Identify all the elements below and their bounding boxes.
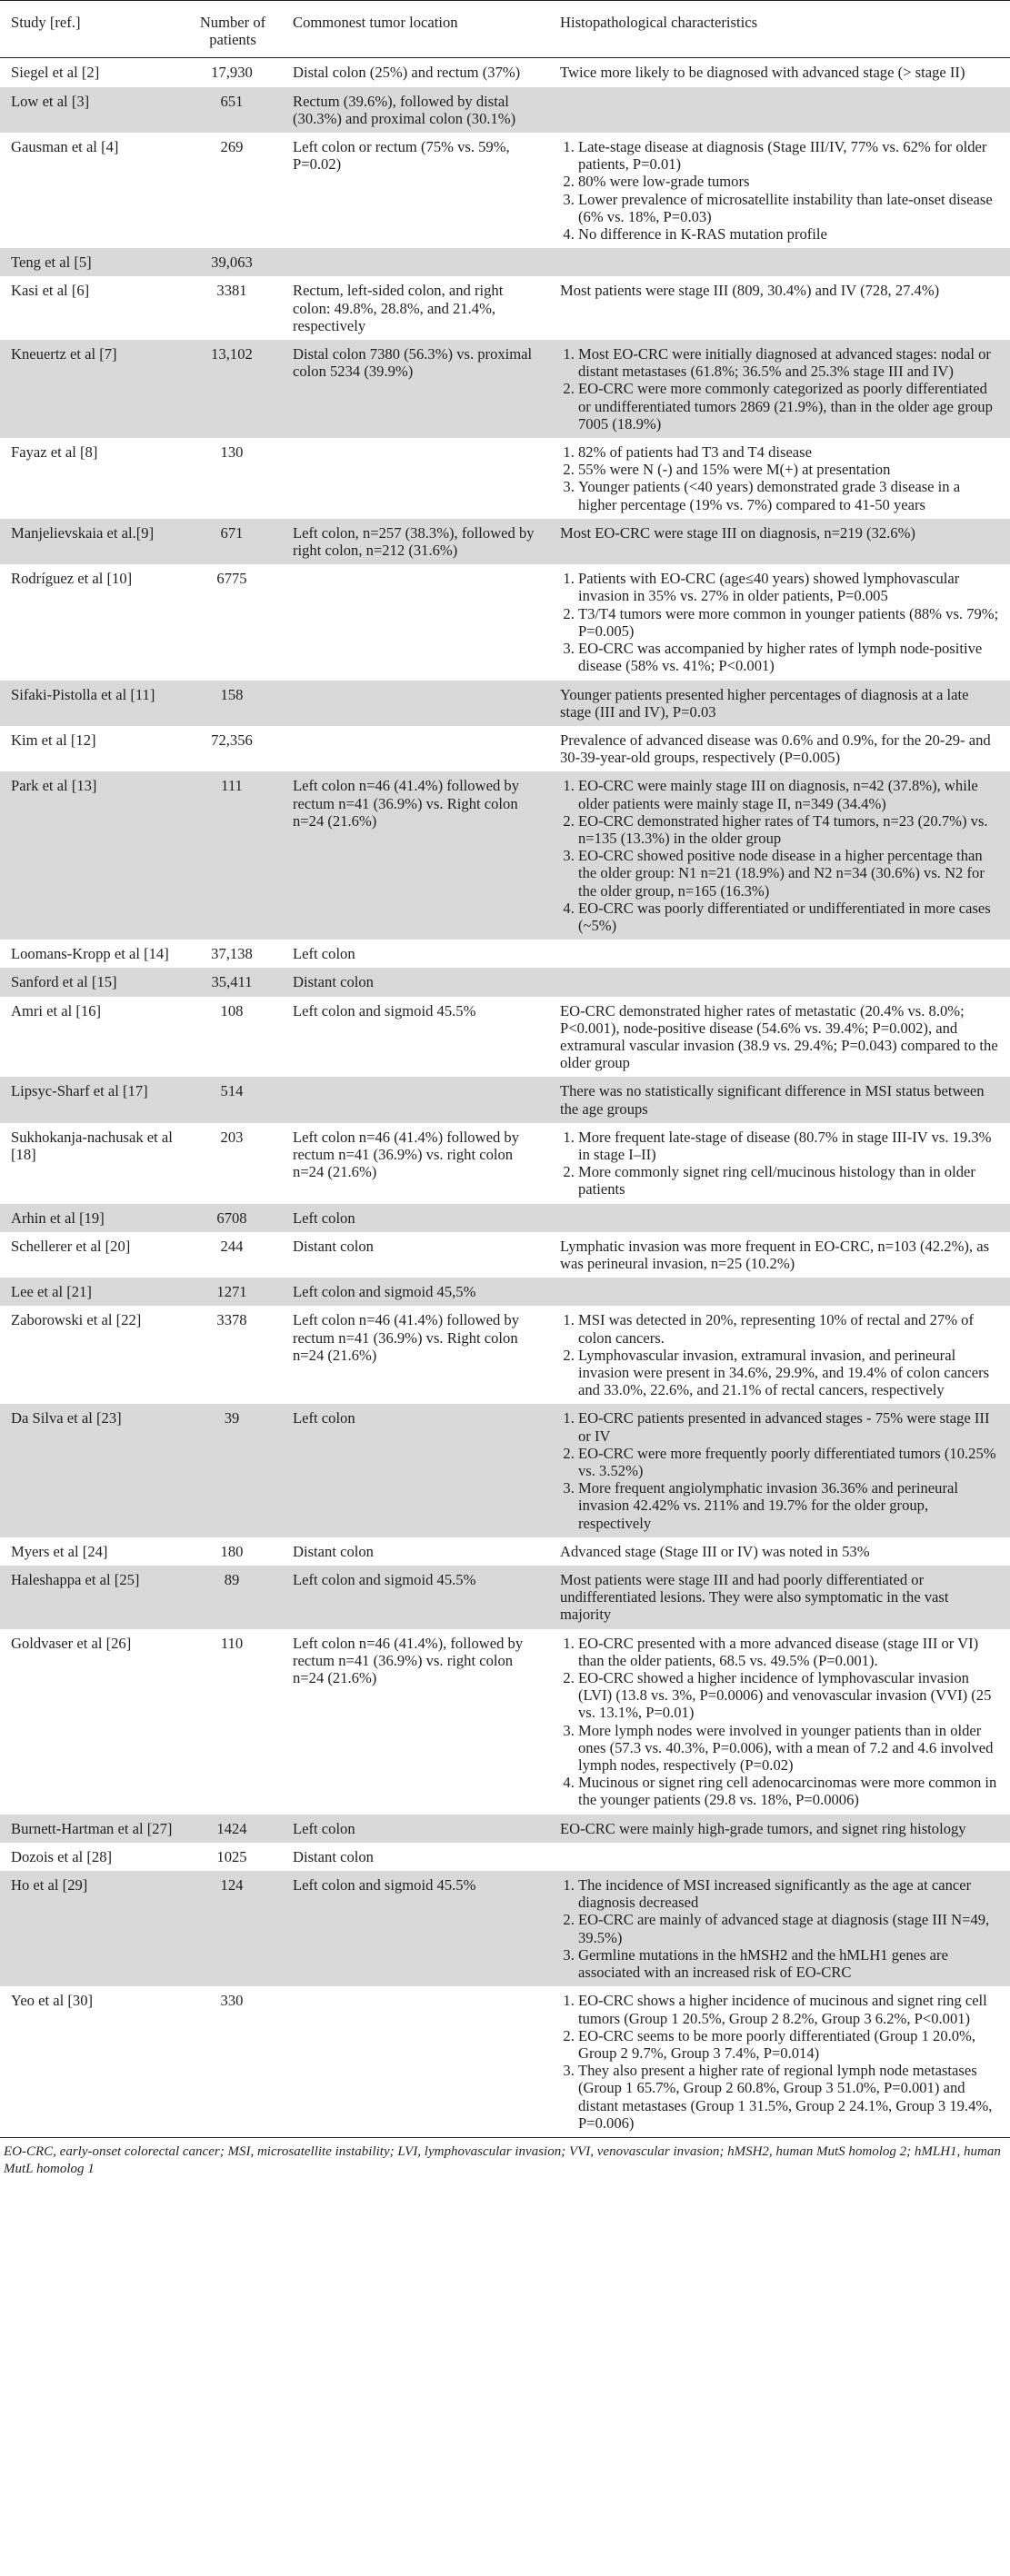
histo-cell: [549, 1123, 1010, 1204]
histo-list: [560, 1409, 1001, 1531]
study-cell: Low et al [3]: [0, 87, 182, 133]
study-cell: Sifaki-Pistolla et al [11]: [0, 681, 182, 726]
histo-list: [560, 1635, 1001, 1809]
location-cell: Rectum (39.6%), followed by distal (30.3%) and proximal colon (30.1%): [282, 87, 549, 133]
histo-item: 2. More commonly signet ring cell/mucinous histology than in older patients: [578, 1163, 1001, 1198]
table-row: [0, 968, 1010, 996]
histo-item: 3. More lymph nodes were involved in younger patients than in older ones (57.3 vs. 40.3%, P=0.006), with a mean of 7.2 and 4.6 involved lymph nodes, respectively (P=0.02): [578, 1722, 1001, 1775]
location-cell: Left colon n=46 (41.4%) followed by rectum n=41 (36.9%) vs. right colon n=24 (21.6%): [293, 1128, 519, 1181]
patients-cell: 39,063: [182, 248, 282, 276]
header-number: Number of patients: [182, 1, 282, 58]
study-cell: Kneuertz et al [7]: [0, 340, 182, 438]
histo-cell: [549, 1986, 1010, 2137]
table-row: [0, 1077, 1010, 1122]
study-cell: Manjelievskaia et al.[9]: [0, 519, 182, 564]
location-cell: Left colon or rectum (75% vs. 59%, P=0.02): [293, 138, 510, 174]
location-cell: Left colon, n=257 (38.3%), followed by right colon, n=212 (31.6%): [282, 519, 549, 564]
study-cell: Park et al [13]: [0, 771, 182, 940]
study-cell: Yeo et al [30]: [0, 1986, 182, 2137]
patients-cell: 124: [182, 1871, 282, 1986]
table-row: [0, 87, 1010, 133]
histo-cell: [549, 968, 1010, 996]
table-row: [0, 1566, 1010, 1629]
patients-cell: 6775: [216, 570, 247, 588]
histo-list: [560, 1992, 1001, 2132]
table-row: [0, 1815, 1010, 1843]
table-row: [0, 771, 1010, 940]
study-cell: Schellerer et al [20]: [11, 1237, 131, 1255]
histo-cell: [549, 1306, 1010, 1404]
histo-list: [560, 1876, 1001, 1981]
histo-cell: [549, 1232, 1010, 1278]
location-cell: Left colon and sigmoid 45.5%: [282, 1566, 549, 1629]
study-cell: Kasi et al [6]: [11, 282, 90, 300]
study-cell: Lee et al [21]: [0, 1278, 182, 1306]
histo-cell: [549, 1404, 1010, 1537]
study-cell: Myers et al [24]: [11, 1542, 108, 1560]
study-cell: Kim et al [12]: [11, 731, 96, 749]
table-row: [0, 438, 1010, 519]
histo-item: 4. No difference in K-RAS mutation profile: [578, 225, 1001, 243]
patients-cell: 1025: [216, 1847, 247, 1865]
histo-cell: [549, 58, 1010, 87]
table-row: [0, 519, 1010, 564]
table-row: [0, 248, 1010, 276]
location-cell: Left colon: [282, 1404, 549, 1537]
patients-cell: 203: [220, 1128, 244, 1146]
patients-cell: 35,411: [182, 968, 282, 996]
histo-item: 2. T3/T4 tumors were more common in younger patients (88% vs. 79%; P=0.005): [578, 605, 1001, 640]
histo-cell: [549, 1843, 1010, 1871]
histo-item: 1. EO-CRC were mainly stage III on diagnosis, n=42 (37.8%), while older patients were mainly stage II, n=349 (34.4%): [578, 777, 1001, 811]
patients-cell: 17,930: [211, 64, 253, 82]
location-cell: Left colon and sigmoid 45,5%: [282, 1278, 549, 1306]
histo-cell: [549, 564, 1010, 680]
header-study: Study [ref.]: [0, 1, 182, 58]
location-cell: Distant colon: [293, 1237, 374, 1255]
study-cell: Da Silva et al [23]: [0, 1404, 182, 1537]
study-cell: Amri et al [16]: [11, 1001, 102, 1019]
table-row: [0, 58, 1010, 87]
study-cell: Gausman et al [4]: [11, 138, 119, 156]
table-row: [0, 1232, 1010, 1278]
histo-cell: [549, 1278, 1010, 1306]
study-cell: Goldvaser et al [26]: [11, 1634, 132, 1652]
location-cell: Left colon: [293, 945, 355, 963]
patients-cell: 39: [182, 1404, 282, 1537]
location-cell: Distant colon: [282, 968, 549, 996]
patients-cell: 37,138: [211, 945, 253, 963]
location-cell: [282, 681, 549, 726]
histo-item: 2. EO-CRC were more frequently poorly differentiated tumors (10.25% vs. 3.52%): [578, 1445, 1001, 1479]
patients-cell: 1271: [182, 1278, 282, 1306]
study-cell: Burnett-Hartman et al [27]: [0, 1815, 182, 1843]
histo-item: 1. EO-CRC shows a higher incidence of mucinous and signet ring cell tumors (Group 1 20.5%, Group 2 8.2%, Group 3 6.2%, P<0.001): [578, 1992, 1001, 2026]
table-row: [0, 340, 1010, 438]
patients-cell: 130: [220, 443, 244, 462]
histo-text: Advanced stage (Stage III or IV) was noted in 53%: [560, 1542, 870, 1560]
histo-list: [560, 570, 1001, 674]
location-cell: Left colon n=46 (41.4%) followed by rectum n=41 (36.9%) vs. Right colon n=24 (21.6%): [282, 771, 549, 940]
patients-cell: 6708: [182, 1204, 282, 1232]
patients-cell: 180: [220, 1542, 244, 1560]
patients-cell: 13,102: [182, 340, 282, 438]
location-cell: Rectum, left-sided colon, and right colon: 49.8%, 28.8%, and 21.4%, respectively: [293, 282, 504, 334]
table-row: [0, 940, 1010, 968]
histo-cell: [549, 340, 1010, 438]
header-histo: Histopathological characteristics: [549, 1, 1010, 58]
study-cell: Zaborowski et al [22]: [11, 1311, 142, 1329]
histo-text: There was no statistically significant difference in MSI status between the age groups: [560, 1082, 985, 1118]
study-cell: Loomans-Kropp et al [14]: [11, 945, 169, 963]
histo-cell: [549, 133, 1010, 248]
histo-text: EO-CRC were mainly high-grade tumors, and signet ring histology: [560, 1819, 966, 1837]
histo-cell: [549, 1871, 1010, 1986]
histo-list: [560, 1311, 1001, 1398]
patients-cell: 72,356: [211, 731, 253, 749]
table-row: [0, 1871, 1010, 1986]
histo-item: 3. Germline mutations in the hMSH2 and the hMLH1 genes are associated with an increased risk of EO-CRC: [578, 1946, 1001, 1981]
histo-list: [560, 138, 1001, 243]
histo-item: 1. 82% of patients had T3 and T4 disease: [578, 443, 1001, 461]
histo-list: [560, 443, 1001, 513]
table-row: [0, 1123, 1010, 1204]
study-cell: Dozois et al [28]: [11, 1847, 113, 1865]
histo-text: Younger patients presented higher percentages of diagnosis at a late stage (III and IV), P=0.03: [560, 685, 969, 721]
table-header: [0, 1, 1010, 58]
table-row: [0, 1306, 1010, 1404]
patients-cell: 651: [182, 87, 282, 133]
histo-cell: [549, 940, 1010, 968]
histo-item: 4. Mucinous or signet ring cell adenocarcinomas were more common in the younger patients (29.8 vs. 18%, P=0.0006): [578, 1774, 1001, 1808]
histo-cell: [549, 276, 1010, 340]
histo-item: 1. Patients with EO-CRC (age≤40 years) showed lymphovascular invasion in 35% vs. 27% in older patients, P=0.005: [578, 570, 1001, 604]
histo-item: 3. Lower prevalence of microsatellite instability than late-onset disease (6% vs. 18%, P=0.03): [578, 191, 1001, 225]
patients-cell: 330: [182, 1986, 282, 2137]
table-footnote: EO-CRC, early-onset colorectal cancer; MSI, microsatellite instability; LVI, lymphovascular invasion; VVI, venovascular invasion; hMSH2, human MutS homolog 2; hMLH1, human MutL homolog 1: [4, 2143, 1001, 2176]
histo-cell: [549, 438, 1010, 519]
histo-cell: [549, 1815, 1010, 1843]
histo-item: 1. Late-stage disease at diagnosis (Stage III/IV, 77% vs. 62% for older patients, P=0.01): [578, 138, 1001, 173]
patients-cell: 111: [182, 771, 282, 940]
location-cell: Left colon and sigmoid 45.5%: [282, 1871, 549, 1986]
histo-list: [560, 1129, 1001, 1198]
histo-text: Most patients were stage III and had poorly differentiated or undifferentiated lesions. They were also symptomatic in the vast majority: [560, 1571, 949, 1624]
histo-text: EO-CRC demonstrated higher rates of metastatic (20.4% vs. 8.0%; P<0.001), node-positive disease (54.6% vs. 39.4%; P=0.002), and extramural vascular invasion (38.9 vs. 29.4%; P=0.043) compared to the older group: [560, 1001, 998, 1072]
table-row: [0, 726, 1010, 771]
study-cell: Rodríguez et al [10]: [11, 570, 133, 588]
histo-list: [560, 777, 1001, 934]
histo-item: 3. Younger patients (<40 years) demonstrated grade 3 disease in a higher percentage (19% vs. 7%) compared to 41-50 years: [578, 478, 1001, 512]
patients-cell: 108: [220, 1001, 244, 1019]
patients-cell: 269: [220, 138, 244, 156]
header-location: Commonest tumor location: [282, 1, 549, 58]
header-row: [0, 1, 1010, 58]
patients-cell: 3381: [216, 282, 247, 300]
histo-cell: [549, 1077, 1010, 1122]
table-row: [0, 564, 1010, 680]
histo-text: Twice more likely to be diagnosed with advanced stage (> stage II): [560, 64, 965, 82]
study-cell: Lipsyc-Sharf et al [17]: [0, 1077, 182, 1122]
histo-item: 1. EO-CRC presented with a more advanced disease (stage III or VI) than the older patients, 68.5 vs. 49.5% (P=0.001).: [578, 1635, 1001, 1669]
location-cell: Left colon n=46 (41.4%) followed by rectum n=41 (36.9%) vs. Right colon n=24 (21.6%): [293, 1311, 519, 1364]
location-cell: [282, 1986, 549, 2137]
histo-item: 3. EO-CRC was accompanied by higher rates of lymph node-positive disease (58% vs. 41%; P<0.001): [578, 640, 1001, 674]
patients-cell: 671: [182, 519, 282, 564]
histo-item: 1. More frequent late-stage of disease (80.7% in stage III-IV vs. 19.3% in stage I–II): [578, 1129, 1001, 1163]
location-cell: [282, 248, 549, 276]
study-cell: Fayaz et al [8]: [11, 443, 98, 462]
table-row: [0, 1537, 1010, 1566]
histo-item: 1. MSI was detected in 20%, representing 10% of rectal and 27% of colon cancers.: [578, 1311, 1001, 1346]
histo-cell: [549, 87, 1010, 133]
histo-item: 3. EO-CRC showed positive node disease in a higher percentage than the older group: N1 n=21 (18.9%) and N2 n=34 (30.6%) vs. N2 for the older group, n=165 (16.3%): [578, 847, 1001, 900]
histo-item: 2. 80% were low-grade tumors: [578, 173, 1001, 190]
histo-text: Most EO-CRC were stage III on diagnosis, n=219 (32.6%): [560, 523, 915, 542]
histo-item: 2. EO-CRC demonstrated higher rates of T4 tumors, n=23 (20.7%) vs. n=135 (13.3%) in the older group: [578, 812, 1001, 847]
histo-item: 3. They also present a higher rate of regional lymph node metastases (Group 1 65.7%, Group 2 60.8%, Group 3 51.0%, P=0.001) and distant metastases (Group 1 31.5%, Group 2 24.1%, Group 3 19.4%, P=0.006): [578, 2062, 1001, 2132]
patients-cell: 3378: [216, 1311, 247, 1329]
study-cell: Siegel et al [2]: [11, 64, 100, 82]
location-cell: Left colon: [282, 1204, 549, 1232]
location-cell: Left colon n=46 (41.4%), followed by rectum n=41 (36.9%) vs. right colon n=24 (21.6%): [293, 1634, 524, 1687]
histo-cell: [549, 1204, 1010, 1232]
patients-cell: 89: [182, 1566, 282, 1629]
histo-item: 2. EO-CRC were more commonly categorized as poorly differentiated or undifferentiated tumors 2869 (21.9%), than in the older age group 7005 (18.9%): [578, 380, 1001, 433]
histo-item: 3. More frequent angiolymphatic invasion 36.36% and perineural invasion 42.42% vs. 211% and 19.7% for the older group, respectively: [578, 1479, 1001, 1532]
table-row: [0, 997, 1010, 1078]
location-cell: [282, 564, 549, 680]
study-cell: Sukhokanja-nachusak et al [18]: [11, 1128, 173, 1163]
patients-cell: 158: [182, 681, 282, 726]
study-cell: Sanford et al [15]: [0, 968, 182, 996]
table-row: [0, 1404, 1010, 1537]
histo-item: 2. Lymphovascular invasion, extramural invasion, and perineural invasion were present in 34.6%, 29.9%, and 19.4% of colon cancers and 33.0%, 22.6%, and 21.1% of rectal cancers, respectively: [578, 1347, 1001, 1399]
histo-cell: [549, 519, 1010, 564]
histo-item: 4. EO-CRC was poorly differentiated or undifferentiated in more cases (~5%): [578, 900, 1001, 934]
table-row: [0, 1204, 1010, 1232]
histo-text: Most patients were stage III (809, 30.4%) and IV (728, 27.4%): [560, 282, 940, 300]
location-cell: [282, 1077, 549, 1122]
table-row: [0, 1986, 1010, 2137]
histo-item: 1. EO-CRC patients presented in advanced stages - 75% were stage III or IV: [578, 1409, 1001, 1444]
histo-cell: [549, 1629, 1010, 1815]
histo-item: 2. EO-CRC showed a higher incidence of lymphovascular invasion (LVI) (13.8 vs. 3%, P=0.0006) and venovascular invasion (VVI) (25 vs. 13.1%, P=0.01): [578, 1669, 1001, 1722]
histo-text: Prevalence of advanced disease was 0.6% and 0.9%, for the 20-29- and 30-39-year-old groups, respectively (P=0.005): [560, 731, 991, 767]
histo-cell: [549, 1537, 1010, 1566]
histo-cell: [549, 771, 1010, 940]
histo-item: 2. EO-CRC seems to be more poorly differentiated (Group 1 20.0%, Group 2 9.7%, Group 3 7.4%, P=0.014): [578, 2027, 1001, 2062]
patients-cell: 244: [220, 1237, 244, 1255]
histo-cell: [549, 248, 1010, 276]
location-cell: [282, 726, 549, 771]
histo-item: 2. EO-CRC are mainly of advanced stage at diagnosis (stage III N=49, 39.5%): [578, 1911, 1001, 1945]
location-cell: Left colon and sigmoid 45.5%: [293, 1001, 476, 1019]
location-cell: Left colon: [282, 1815, 549, 1843]
table-body: [0, 58, 1010, 2138]
study-cell: Teng et al [5]: [0, 248, 182, 276]
table-row: [0, 133, 1010, 248]
histo-list: [560, 345, 1001, 433]
study-cell: Ho et al [29]: [0, 1871, 182, 1986]
histo-cell: [549, 681, 1010, 726]
histo-item: 2. 55% were N (-) and 15% were M(+) at presentation: [578, 461, 1001, 478]
histo-cell: [549, 997, 1010, 1078]
table-row: [0, 1629, 1010, 1815]
table-row: [0, 681, 1010, 726]
histo-item: 1. Most EO-CRC were initially diagnosed at advanced stages: nodal or distant metastases (61.8%; 36.5% and 25.3% stage III and IV): [578, 345, 1001, 380]
location-cell: Distant colon: [293, 1847, 374, 1865]
study-cell: Haleshappa et al [25]: [0, 1566, 182, 1629]
location-cell: Distal colon 7380 (56.3%) vs. proximal colon 5234 (39.9%): [282, 340, 549, 438]
histo-item: 1. The incidence of MSI increased significantly as the age at cancer diagnosis decreased: [578, 1876, 1001, 1911]
histo-cell: [549, 1566, 1010, 1629]
location-cell: Distant colon: [293, 1542, 374, 1560]
table-row: [0, 1843, 1010, 1871]
histo-cell: [549, 726, 1010, 771]
patients-cell: 1424: [182, 1815, 282, 1843]
table-row: [0, 276, 1010, 340]
location-cell: [282, 438, 549, 519]
study-cell: Arhin et al [19]: [0, 1204, 182, 1232]
patients-cell: 514: [182, 1077, 282, 1122]
patients-cell: 110: [220, 1634, 244, 1652]
location-cell: Distal colon (25%) and rectum (37%): [293, 64, 521, 82]
histo-text: Lymphatic invasion was more frequent in EO-CRC, n=103 (42.2%), as was perineural invasion, n=25 (10.2%): [560, 1237, 990, 1272]
table-row: [0, 1278, 1010, 1306]
